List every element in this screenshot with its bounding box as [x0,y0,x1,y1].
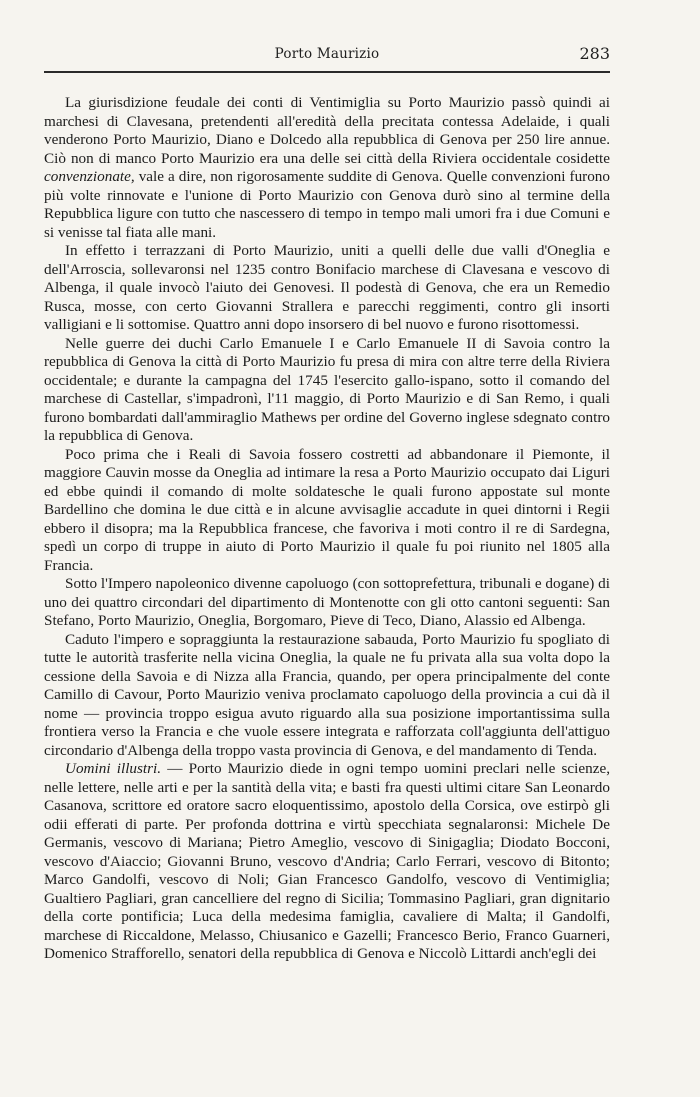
paragraph-text: La giurisdizione feudale dei conti di Ventimiglia su Porto Maurizio passò quindi ai marchesi di Clavesana, pretendenti all'eredità della precitata contessa Adelaide, i quali venderono Porto Maurizio, Diano e Dolcedo alla repubblica di Genova per 250 lire annue. Ciò non di manco Porto Maurizio era una delle sei città della Riviera occidentale cosidette [44,94,610,167]
section-label: Uomini illustri. [65,760,162,777]
page-number: 283 [579,44,610,63]
body-text [44,94,610,964]
paragraph: Sotto l'Impero napoleonico divenne capoluogo (con sottoprefettura, tribunali e dogane) di uno dei quattro circondari del dipartimento di Montenotte con gli otto cantoni seguenti: San Stefano, Porto Maurizio, Oneglia, Borgomaro, Pieve di Teco, Diano, Alassio ed Albenga. [44,575,610,629]
paragraph-text: — Porto Maurizio diede in ogni tempo uomini preclari nelle scienze, nelle lettere, nelle arti e per la santità della vita; e basti fra questi ultimi citare San Leonardo Casanova, scrittore ed oratore sacro eloquentissimo, apostolo della Corsica, ove estirpò gli odii efferati di parte. Per profonda dottrina e virtù specchiata segnalaronsi: Michele De Germanis, vescovo di Mariana; Pietro Ameglio, vescovo di Sinigaglia; Diodato Bocconi, vescovo d'Aiaccio; Giovanni Bruno, vescovo d'Andria; Carlo Ferrari, vescovo di Bitonto; Marco Gandolfi, vescovo di Noli; Gian Francesco Gandolfo, vescovo di Ventimiglia; Gualtiero Pagliari, gran cancelliere del regno di Sicilia; Tommasino Pagliari, gran dignitario della corte pontificia; Luca della medesima famiglia, cavaliere di Malta; il Gandolfi, marchese di Riccaldone, Melasso, Chiusanico e Gazelli; Francesco Berio, Franco Guarneri, Domenico Strafforello, senatori della repubblica di Genova e Niccolò Littardi anch'egli dei [44,760,610,962]
running-title: Porto Maurizio [274,46,380,62]
running-header [44,44,610,70]
paragraph: Nelle guerre dei duchi Carlo Emanuele I e Carlo Emanuele II di Savoia contro la repubblica di Genova la città di Porto Maurizio fu presa di mira con altre terre della Riviera occidentale; e durante la campagna del 1745 l'esercito gallo-ispano, sotto il comando del marchese di Castellar, s'impadronì, l'11 maggio, di Porto Maurizio e di San Remo, i quali furono bombardati dall'ammiraglio Mathews per ordine del Governo inglese sdegnato contro la repubblica di Genova. [44,334,610,444]
header-rule [44,71,610,73]
paragraph: In effetto i terrazzani di Porto Maurizio, uniti a quelli delle due valli d'Oneglia e dell'Arroscia, sollevaronsi nel 1235 contro Bonifacio marchese di Clavesana e vescovo di Albenga, il quale invocò l'aiuto dei Genovesi. Il podestà di Genova, che era un Remedio Rusca, mosse, con certo Giovanni Strallera e parecchi reggimenti, contro gli insorti valligiani e li sottomise. Quattro anni dopo insorsero di bel nuovo e furono risottomessi. [44,242,610,333]
paragraph-text: vale a dire, non rigorosamente suddite di Genova. Quelle convenzioni furono più volte rinnovate e l'unione di Porto Maurizio con Genova durò sino al termine della Repubblica ligure con tutto che nascessero di tempo in tempo mali umori fra i due Comuni e si venisse tal fiata alle mani. [44,168,610,241]
italic-term: convenzionate, [44,168,135,185]
paragraph [44,94,610,242]
paragraph: Caduto l'impero e sopraggiunta la restaurazione sabauda, Porto Maurizio fu spogliato di tutte le autorità trasferite nella vicina Oneglia, la quale ne fu privata alla sua volta dopo la cessione della Savoia e di Nizza alla Francia, quando, per opera principalmente del conte Camillo di Cavour, Porto Maurizio veniva proclamato capoluogo della provincia a cui dà il nome — provincia troppo esigua avuto riguardo alla sua posizione importantissima sulla frontiera verso la Francia e che vuole essere integrata e rafforzata coll'aggiunta dell'attiguo circondario d'Albenga della troppo vasta provincia di Genova, e del mandamento di Tenda. [44,630,610,759]
paragraph: Poco prima che i Reali di Savoia fossero costretti ad abbandonare il Piemonte, il maggiore Cauvin mosse da Oneglia ad intimare la resa a Porto Maurizio occupato dai Liguri ed ebbe quindi il comando di molte soldatesche le quali furono appostate sul monte Bardellino che domina le due città e in alcune avvisaglie accadute in quei dintorni i Regii ebbero il disopra; ma la Repubblica francese, che favoriva i moti contro il re di Sardegna, spedì un corpo di truppe in aiuto di Porto Maurizio il quale fu poi riunito nel 1805 alla Francia. [44,445,610,574]
paragraph [44,760,610,964]
